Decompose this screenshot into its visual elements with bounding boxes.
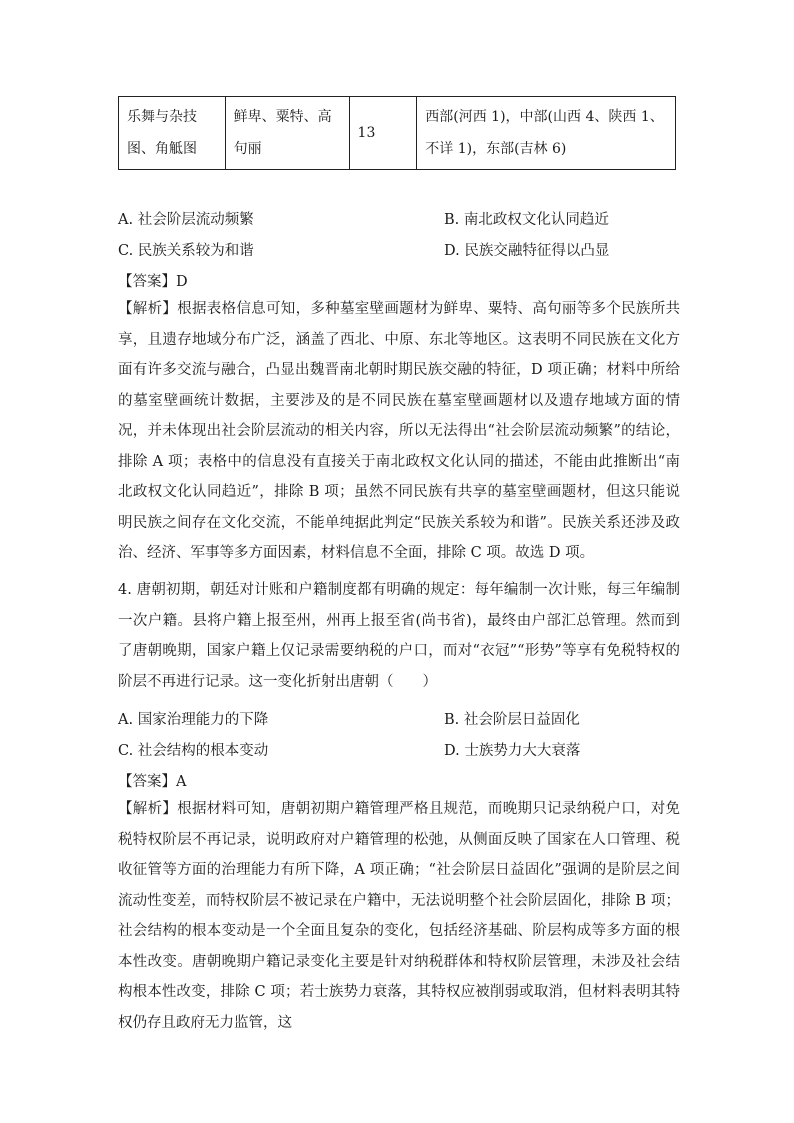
q4-answer: 【答案】A <box>118 774 187 790</box>
q4-option-c: C. 社会结构的根本变动 <box>118 743 269 759</box>
table-cell-theme: 乐舞与杂技图、角觝图 <box>119 97 226 170</box>
table-cell-count: 13 <box>349 97 417 170</box>
q3-option-d: D. 民族交融特征得以凸显 <box>444 243 610 259</box>
q4-option-b: B. 社会阶层日益固化 <box>444 712 580 728</box>
q3-option-c: C. 民族关系较为和谐 <box>118 243 254 259</box>
table-row <box>119 97 676 170</box>
q4-option-d: D. 士族势力大大衰落 <box>444 743 581 759</box>
q3-options-row-2 <box>118 239 678 269</box>
table-cell-ethnic-groups: 鲜卑、粟特、高句丽 <box>225 97 349 170</box>
q3-option-a: A. 社会阶层流动频繁 <box>118 212 254 228</box>
q3-answer: 【答案】D <box>118 274 188 290</box>
q3-analysis <box>118 294 680 569</box>
q3-analysis-text: 【解析】根据表格信息可知，多种墓室壁画题材为鲜卑、粟特、高句丽等多个民族所共享，且遗存地域分布广泛，涵盖了西北、中原、东北等地区。这表明不同民族在文化方面有许多交流与融合，凸显出魏晋南北朝时期民族交融的特征，D 项正确；材料中所给的墓室壁画统计数据，主要涉及的是不同民族在墓室壁画题材以及遗存地域方面的情况，并未体现出社会阶层流动的相关内容，所以无法得出“社会阶层流动频繁”的结论，排除 A 项；表格中的信息没有直接关于南北政权文化认同的描述，不能由此推断出“南北政权文化认同趋近”，排除 B 项；虽然不同民族有共享的墓室壁画题材，但这只能说明民族之间存在文化交流，不能单纯据此判定“民族关系较为和谐”。民族关系还涉及政治、经济、军事等多方面因素，材料信息不全面，排除 C 项。故选 D 项。 <box>118 301 680 561</box>
q4-analysis-text: 【解析】根据材料可知，唐朝初期户籍管理严格且规范，而晚期只记录纳税户口，对免税特权阶层不再记录，说明政府对户籍管理的松弛，从侧面反映了国家在人口管理、税收征管等方面的治理能力有所下降，A 项正确；“社会阶层日益固化”强调的是阶层之间流动性变差，而特权阶层不被记录在户籍中，无法说明整个社会阶层固化，排除 B 项；社会结构的根本变动是一个全面且复杂的变化，包括经济基础、阶层构成等多方面的根本性改变。唐朝晚期户籍记录变化主要是针对纳税群体和特权阶层管理，未涉及社会结构根本性改变，排除 C 项；若士族势力衰落，其特权应被削弱或取消，但材料表明其特权仍存且政府无力监管，这 <box>118 801 680 1031</box>
mural-data-table <box>118 96 676 170</box>
q4-stem <box>118 575 680 697</box>
q3-option-b: B. 南北政权文化认同趋近 <box>444 212 609 228</box>
q4-stem-text: 4. 唐朝初期，朝廷对计账和户籍制度都有明确的规定：每年编制一次计账，每三年编制一次户籍。县将户籍上报至州，州再上报至省(尚书省)，最终由户部汇总管理。然而到了唐朝晚期，国家户籍上仅记录需要纳税的户口，而对“衣冠”“形势”等享有免税特权的阶层不再进行记录。这一变化折射出唐朝（ ） <box>118 582 680 690</box>
q4-analysis <box>118 794 680 1038</box>
q4-options-row-1 <box>118 708 678 738</box>
table-cell-regions: 西部(河西 1)，中部(山西 4、陕西 1、不详 1)，东部(吉林 6) <box>417 97 676 170</box>
q4-options-row-2 <box>118 739 678 769</box>
q4-option-a: A. 国家治理能力的下降 <box>118 712 269 728</box>
q3-options-row-1 <box>118 208 678 238</box>
